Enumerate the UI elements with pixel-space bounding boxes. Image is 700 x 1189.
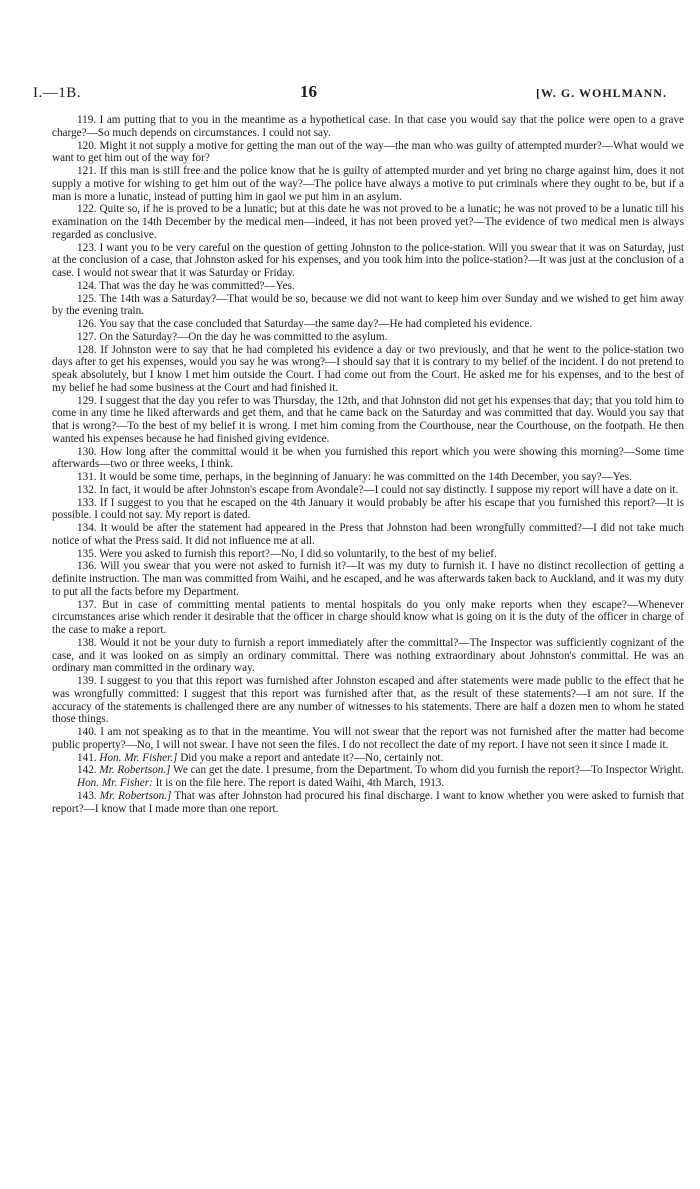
testimony-text: I suggest to you that this report was furnished after Johnston escaped and after statements were made public to the effect that he was wrongfully committed: I suggest that this report was furnished after that, as the result of these statements?—I am not sure. If the accuracy of the statements is challenged there are any number of witnesses to his statements. There are half a dozen men to whom he stated those things. <box>52 675 684 726</box>
question-number: 129. <box>77 394 97 407</box>
testimony-text: It would be some time, perhaps, in the beginning of January: he was committed on the 14th December, you say?—Yes. <box>99 471 632 483</box>
testimony-paragraph <box>52 777 684 790</box>
testimony-paragraph <box>52 790 684 816</box>
question-number: 131. <box>77 471 97 483</box>
testimony-paragraph <box>52 165 684 203</box>
testimony-paragraph <box>52 280 684 293</box>
speaker-label: Mr. Robertson.] <box>99 764 171 777</box>
testimony-paragraph <box>52 560 684 598</box>
testimony-text: On the Saturday?—On the day he was committed to the asylum. <box>99 330 388 343</box>
testimony-paragraph <box>52 331 684 344</box>
testimony-paragraph <box>52 675 684 726</box>
testimony-paragraph <box>52 242 684 280</box>
testimony-text: You say that the case concluded that Saturday—the same day?—He had completed his evidence. <box>98 318 533 330</box>
speaker-label: Hon. Mr. Fisher.] <box>99 751 178 764</box>
testimony-paragraph <box>52 497 684 523</box>
testimony-text: I want you to be very careful on the question of getting Johnston to the police-station. Will you swear that it was on Saturday, just at the conclusion of a case, that Johnston asked for his expenses, and you took him into the police-station?—It was just at the conclusion of a case. I would not swear that it was Saturday or Friday. <box>52 241 684 279</box>
question-number: 139. <box>77 675 97 687</box>
question-number: 126. <box>77 318 97 330</box>
testimony-text: That was after Johnston had procured his final discharge. I want to know whether you were asked to furnish that report?—I know that I made more than one report. <box>52 789 684 815</box>
question-number: 132. <box>77 483 97 496</box>
testimony-paragraph <box>52 140 684 166</box>
page-header <box>33 82 667 102</box>
testimony-text: Might it not supply a motive for getting the man out of the way—the man who was guilty of attempted murder?—What would we want to get him out of the way for? <box>52 139 684 165</box>
question-number: 142. <box>77 764 97 777</box>
question-number: 134. <box>77 522 97 534</box>
testimony-text: Quite so, if he is proved to be a lunatic; but at this date he was not proved to be a lunatic; he was not proved to be a lunatic till his examination on the 14th December by the medical men—indeed, it has not been proved yet?—The evidence of two medical men is always regarded as conclusive. <box>52 203 684 241</box>
testimony-paragraph <box>52 764 684 777</box>
testimony-text: We can get the date. I presume, from the Department. To whom did you furnish the report?—To Inspector Wright. <box>173 764 684 777</box>
testimony-text: But in case of committing mental patients to mental hospitals do you only make reports when they escape?—Whenever circumstances arise which render it desirable that the officer in charge should know what is going on it is the duty of the officer in charge of the case to make a report. <box>52 598 684 636</box>
question-number: 140. <box>77 726 97 738</box>
testimony-text: It is on the file here. The report is dated Waihi, 4th March, 1913. <box>155 777 445 789</box>
testimony-paragraph <box>52 318 684 331</box>
question-number: 124. <box>77 279 97 292</box>
testimony-text: I am putting that to you in the meantime as a hypothetical case. In that case you would say that the police were open to a grave charge?—So much depends on circumstances. I could not say. <box>52 114 684 139</box>
testimony-text: In fact, it would be after Johnston's escape from Avondale?—I could not say distinctly. I suppose my report will have a date on it. <box>99 483 679 496</box>
testimony-paragraph <box>52 293 684 319</box>
witness-name: [W. G. WOHLMANN. <box>535 86 667 100</box>
testimony-body <box>52 114 684 815</box>
testimony-text: Were you asked to furnish this report?—No, I did so voluntarily, to the best of my belief. <box>99 547 497 560</box>
testimony-text: Would it not be your duty to furnish a report immediately after the committal?—The Inspector was sufficiently cognizant of the case, and it was looked on as simply an ordinary committal. There was nothing extraordinary about Johnston's committal. He was an ordinary man committed in the ordinary way. <box>52 636 684 675</box>
question-number: 130. <box>77 445 97 458</box>
testimony-paragraph <box>52 471 684 484</box>
question-number: 133. <box>77 496 97 509</box>
testimony-text: It would be after the statement had appeared in the Press that Johnston had been wrongfully committed?—I did not take much notice of what the Press said. It did not influence me at all. <box>52 522 685 547</box>
question-number: 122. <box>77 203 97 216</box>
testimony-paragraph <box>52 637 684 675</box>
question-number: 137. <box>77 598 97 611</box>
testimony-text: Did you make a report and antedate it?—No, certainly not. <box>180 751 444 764</box>
paper-reference: I.—1B. <box>33 85 81 101</box>
testimony-paragraph <box>52 522 684 548</box>
speaker-label: Mr. Robertson.] <box>99 789 172 802</box>
testimony-paragraph <box>52 599 684 637</box>
question-number: 121. <box>77 165 97 177</box>
page-number: 16 <box>299 82 317 101</box>
question-number: 127. <box>77 330 97 343</box>
testimony-text: How long after the committal would it be when you furnished this report which you were showing this morning?—Some time afterwards—two or three weeks, I think. <box>52 445 685 471</box>
testimony-paragraph <box>52 344 684 395</box>
testimony-text: The 14th was a Saturday?—That would be so, because we did not want to keep him over Sunday and we wished to get him away by the evening train. <box>52 292 684 318</box>
testimony-text: I am not speaking as to that in the meantime. You will not swear that the report was not furnished after the matter had become public property?—No, I will not swear. I have not seen the files. I do not recollect the date of my report. I have not seen it since I made it. <box>52 726 685 751</box>
question-number: 128. <box>77 343 97 356</box>
question-number: 135. <box>77 547 97 560</box>
question-number: 141. <box>77 751 97 764</box>
question-number: 125. <box>77 292 97 305</box>
question-number: 123. <box>77 241 97 254</box>
testimony-paragraph <box>52 752 684 765</box>
testimony-text: If Johnston were to say that he had completed his evidence a day or two previously, and that he went to the police-station two days after to get his expenses, would you say he was wrong?—I should say that it is contrary to my belief of the incident. I do not pretend to speak absolutely, but I know I met him outside the Court. I had come out from the Court. He asked me for his expenses, and to the best of my belief he had some business at the Court and had finished it. <box>52 343 685 394</box>
testimony-text: That was the day he was committed?—Yes. <box>99 279 295 292</box>
testimony-text: I suggest that the day you refer to was Thursday, the 12th, and that Johnston did not get his expenses that day; that you told him to come in any time he liked afterwards and get them, and that he came back on the Saturday and was committed that day. Would you say that that is wrong?—To the best of my belief it is wrong. I met him coming from the Courthouse, near the Courthouse, on the footpath. He then wanted his expenses because he had finished giving evidence. <box>52 394 684 445</box>
question-number: 120. <box>77 139 97 152</box>
testimony-text: If I suggest to you that he escaped on the 4th January it would probably be after his escape that you furnished this report?—It is possible. I could not say. My report is dated. <box>52 496 684 522</box>
testimony-paragraph <box>52 548 684 561</box>
testimony-paragraph <box>52 726 684 752</box>
question-number: 119. <box>77 114 97 126</box>
speaker-label: Hon. Mr. Fisher: <box>77 777 153 789</box>
testimony-text: If this man is still free and the police know that he is guilty of attempted murder and yet bring no charge against him, does it not supply a motive for wishing to get him out of the way?—The police have always a motive to put criminals where they ought to be, but if a man is more a lunatic, instead of putting him in gaol we put him in an asylum. <box>52 165 684 203</box>
testimony-paragraph <box>52 114 684 140</box>
question-number: 136. <box>77 560 97 573</box>
testimony-paragraph <box>52 446 684 472</box>
testimony-paragraph <box>52 203 684 241</box>
testimony-paragraph <box>52 395 684 446</box>
testimony-text: Will you swear that you were not asked to furnish it?—It was my duty to furnish it. I have no distinct recollection of getting a definite instruction. The man was committed from Waihi, and he escaped, and he was afterwards taken back to Auckland, and it was my duty to put all the facts before my Department. <box>52 560 684 598</box>
question-number: 138. <box>77 636 97 649</box>
question-number: 143. <box>77 789 97 802</box>
testimony-paragraph <box>52 484 684 497</box>
